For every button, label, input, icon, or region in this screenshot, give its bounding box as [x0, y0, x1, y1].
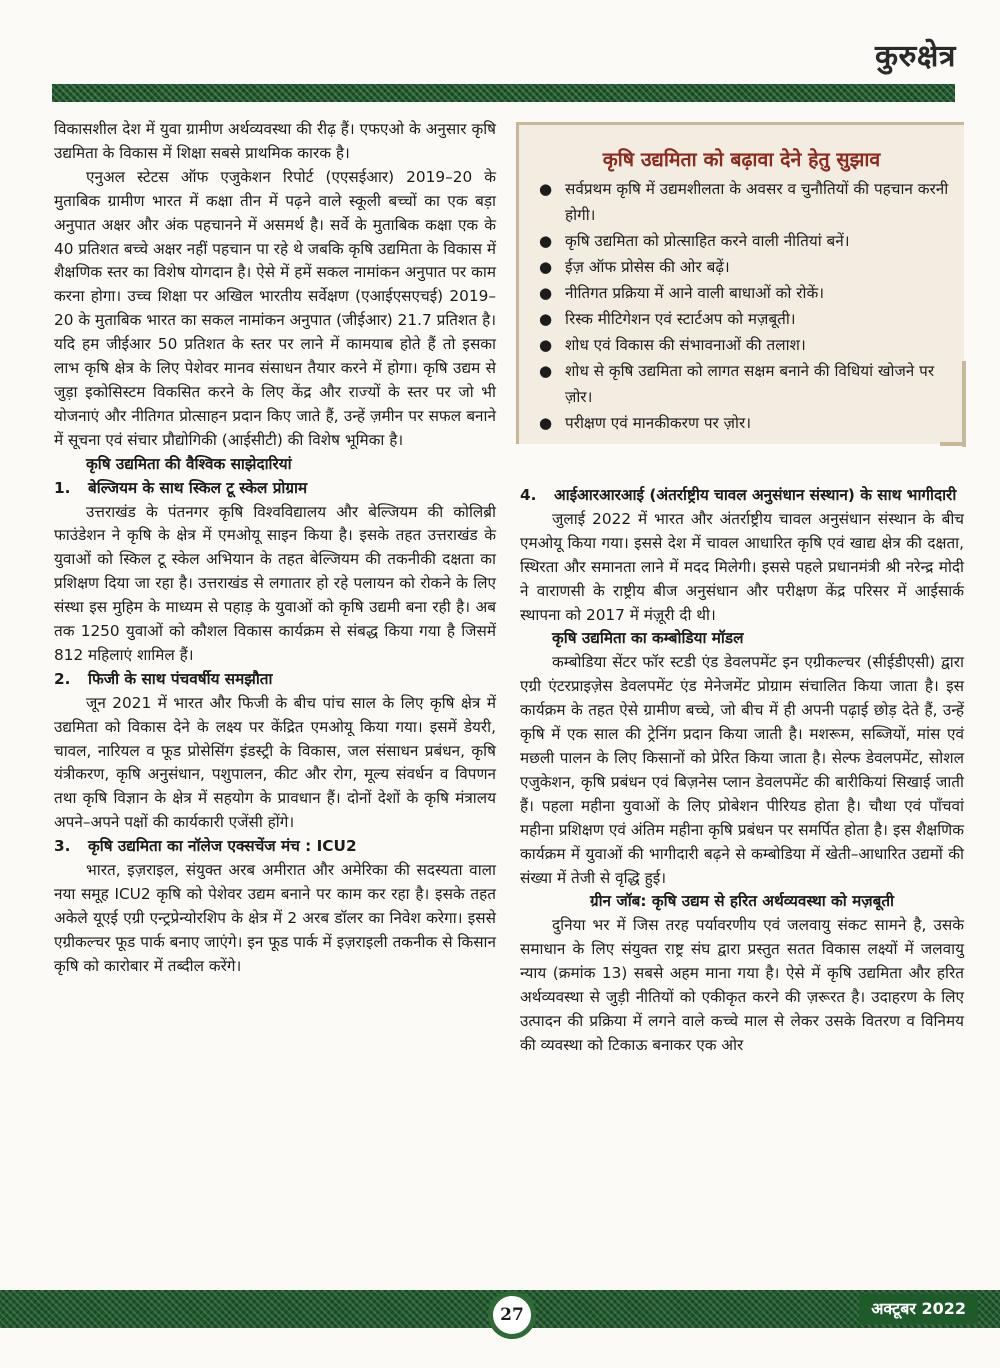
- box-border-accent: [940, 442, 966, 446]
- page-number: 27: [488, 1291, 536, 1339]
- bullet-icon: ●: [539, 232, 553, 250]
- suggestion-box-title: कृषि उद्यमिता को बढ़ावा देने हेतु सुझाव: [602, 148, 881, 171]
- section-heading-green-job: ग्रीन जॉब: कृषि उद्यम से हरित अर्थव्यवस्था को मज़बूती: [589, 892, 895, 911]
- magazine-title: कुरुक्षेत्र: [874, 39, 956, 74]
- paragraph-green-job: दुनिया भर में जिस तरह पर्यावरणीय एवं जलवायु संकट सामने है, उसके समाधान के लिए संयुक्त राष्ट्र संघ द्वारा प्रस्तुत सतत विकास लक्ष्यों में जलवायु न्याय (क्रमांक 13) सबसे अहम माना गया है। ऐसे में कृषि उद्यमिता और हरित अर्थव्यवस्था से जुड़ी नीतियों को एकीकृत करने की ज़रूरत है। उदाहरण के लिए उत्पादन की प्रक्रिया में लगने वाले कच्चे माल से लेकर उसके वितरण व विनिमय की व्यवस्था को टिकाऊ बनाकर एक ओर: [520, 916, 964, 1054]
- subsection-heading-icu2: [54, 835, 496, 859]
- subsection-heading-irri: [520, 484, 964, 508]
- section-heading-cambodia: कृषि उद्यमिता का कम्बोडिया मॉडल: [552, 629, 744, 648]
- suggestion-item: ● रिस्क मीटिगेशन एवं स्टार्टअप को मज़बूती।: [533, 306, 950, 332]
- issue-date: अक्टूबर 2022: [859, 1294, 978, 1324]
- subsection-heading-belgium: [54, 477, 496, 501]
- suggestion-list: [533, 176, 950, 436]
- subsection-title: फिजी के साथ पंचवर्षीय समझौता: [88, 669, 273, 688]
- subsection-number: 2.: [54, 669, 71, 688]
- subsection-heading-fiji: [54, 668, 496, 692]
- suggestion-box: [516, 122, 964, 444]
- bullet-icon: ●: [539, 414, 553, 432]
- suggestion-item: ● सर्वप्रथम कृषि में उद्यमशीलता के अवसर व चुनौतियों की पहचान करनी होगी।: [533, 176, 950, 228]
- left-column: [54, 118, 496, 979]
- bullet-icon: ●: [539, 258, 553, 276]
- box-border-accent: [962, 361, 966, 447]
- subsection-title: बेल्जियम के साथ स्किल टू स्केल प्रोग्राम: [88, 478, 308, 497]
- suggestion-item: ● परीक्षण एवं मानकीकरण पर ज़ोर।: [533, 410, 950, 436]
- bullet-icon: ●: [539, 336, 553, 354]
- bullet-icon: ●: [539, 362, 553, 380]
- paragraph-irri: जुलाई 2022 में भारत और अंतर्राष्ट्रीय चावल अनुसंधान संस्थान के बीच एमओयू किया गया। इससे देश में चावल आधारित कृषि एवं खाद्य क्षेत्र की दक्षता, स्थिरता और समानता लाने में मदद मिलेगी। इससे पहले प्रधानमंत्री श्री नरेन्द्र मोदी ने वाराणसी के राष्ट्रीय बीज अनुसंधान और परीक्षण केंद्र परिसर में आईसार्क स्थापना को 2017 में मंज़ूरी दी थी।: [520, 509, 964, 624]
- paragraph-youth-rural: विकासशील देश में युवा ग्रामीण अर्थव्यवस्था की रीढ़ हैं। एफएओ के अनुसार कृषि उद्यमिता के विकास में शिक्षा सबसे प्राथमिक कारक है।: [54, 120, 496, 162]
- subsection-number: 3.: [54, 837, 71, 856]
- bullet-icon: ●: [539, 180, 553, 198]
- suggestion-item: ● शोध एवं विकास की संभावनाओं की तलाश।: [533, 332, 950, 358]
- paragraph-fiji: जून 2021 में भारत और फिजी के बीच पांच साल के लिए कृषि क्षेत्र में उद्यमिता को विकास देने के लक्ष्य पर केंद्रित एमओयू किया गया। इसमें डेयरी, चावल, नारियल व फूड प्रोसेसिंग इंडस्ट्री के विकास, जल संसाधन प्रबंधन, कृषि यंत्रीकरण, कृषि अनुसंधान, पशुपालन, कीट और रोग, मूल्य संवर्धन व विपणन तथा कृषि विज्ञान के क्षेत्र में सहयोग के प्रावधान हैं। दोनों देशों के कृषि मंत्रालय अपने–अपने पक्षों की कार्यकारी एजेंसी होंगे।: [54, 693, 496, 832]
- subsection-title: कृषि उद्यमिता का नॉलेज एक्सचेंज मंच : ICU2: [88, 837, 357, 856]
- paragraph-icu2: भारत, इज़राइल, संयुक्त अरब अमीरात और अमेरिका की सदस्यता वाला नया समूह ICU2 कृषि को पेशेवर उद्यम बनाने पर काम कर रहा है। इसके तहत अकेले यूएई एग्री एन्ट्रप्रेन्योरशिप के क्षेत्र में 2 अरब डॉलर का निवेश करेगा। इससे एग्रीकल्चर फूड पार्क बनाए जाएंगे। इन फूड पार्क में इज़राइली तकनीक से किसान कृषि को कारोबार में तब्दील करेंगे।: [54, 861, 496, 975]
- suggestion-item: ● शोध से कृषि उद्यमिता को लागत सक्षम बनाने की विधियां खोजने पर ज़ोर।: [533, 358, 950, 410]
- bullet-icon: ●: [539, 284, 553, 302]
- bullet-icon: ●: [539, 310, 553, 328]
- suggestion-item: ● ईज़ ऑफ प्रोसेस की ओर बढ़ें।: [533, 254, 950, 280]
- subsection-number: 4.: [520, 486, 537, 504]
- paragraph-belgium: उत्तराखंड के पंतनगर कृषि विश्वविद्यालय और बेल्जियम की कोलिब्री फाउंडेशन ने कृषि के क्षेत्र में एमओयू साइन किया है। इसके तहत उत्तराखंड के युवाओं को स्किल टू स्केल अभियान के तहत बेल्जियम की तकनीकी दक्षता का प्रशिक्षण दिया जा रहा है। उत्तराखंड से लगातार हो रहे पलायन को रोकने के लिए संस्था इस मुहिम के माध्यम से पहाड़ के युवाओं को कृषि उद्यमी बना रही है। अब तक 1250 युवाओं को कौशल विकास कार्यक्रम से संबद्ध किया गया है जिसमें 812 महिलाएं शामिल हैं।: [54, 502, 496, 664]
- subsection-number: 1.: [54, 478, 71, 497]
- suggestion-item: ● नीतिगत प्रक्रिया में आने वाली बाधाओं को रोकें।: [533, 280, 950, 306]
- paragraph-cambodia: कम्बोडिया सेंटर फॉर स्टडी एंड डेवलपमेंट इन एग्रीकल्चर (सीईडीएसी) द्वारा एग्री एंटरप्राइज़ेस डेवलपमेंट एंड मेनेजमेंट प्रोग्राम संचालित किया जाता है। इस कार्यक्रम के तहत ऐसे ग्रामीण बच्चे, जो बीच में ही अपनी पढ़ाई छोड़ देते हैं, उन्हें कृषि में एक साल की ट्रेनिंग प्रदान किया जाती है। मशरूम, सब्जियों, मांस एवं मछली पालन के लिए किसानों को प्रेरित किया जाता है। सेल्फ डेवलपमेंट, सोशल एजुकेशन, कृषि प्रबंधन एवं बिज़नेस प्लान डेवलपमेंट की बारीकियां सिखाई जाती हैं। पहला महीना युवाओं के लिए प्रोबेशन पीरियड होता है। चौथा एवं पाँचवां महीना प्रशिक्षण एवं अंतिम महीना कृषि प्रबंधन पर समर्पित होता है। इस शैक्षणिक कार्यक्रम में युवाओं की भागीदारी बढ़ने से कम्बोडिया में खेती–आधारित उद्यमों की संख्या में तेजी से वृद्धि हुई।: [520, 653, 964, 887]
- suggestion-item: ● कृषि उद्यमिता को प्रोत्साहित करने वाली नीतियां बनें।: [533, 228, 950, 254]
- section-heading-global-partnerships: कृषि उद्यमिता की वैश्विक साझेदारियां: [86, 454, 292, 473]
- paragraph-aser-report: एनुअल स्टेटस ऑफ एजुकेशन रिपोर्ट (एएसईआर) 2019–20 के मुताबिक ग्रामीण भारत में कक्षा तीन में पढ़ने वाले स्कूली बच्चों का एक बड़ा अनुपात अक्षर और अंक पहचानने में असमर्थ है। सर्वे के मुताबिक कक्षा एक के 40 प्रतिशत बच्चे अक्षर नहीं पहचान पा रहे थे जबकि कृषि उद्यमिता के विकास में शैक्षणिक स्तर का विशेष योगदान है। ऐसे में हमें सकल नामांकन अनुपात पर काम करना होगा। उच्च शिक्षा पर अखिल भारतीय सर्वेक्षण (एआईएसएचई) 2019–20 के मुताबिक भारत का सकल नामांकन अनुपात (जीईआर) 21.7 प्रतिशत है। यदि हम जीईआर 50 प्रतिशत के स्तर पर लाने में कामयाब होते हैं तो इसका लाभ कृषि क्षेत्र के लिए पेशेवर मानव संसाधन तैयार करने में होगा। कृषि उद्यम से जुड़ा इकोसिस्टम विकसित करने के लिए केंद्र और राज्यों के स्तर पर जो भी योजनाएं और नीतिगत प्रोत्साहन प्रदान किए जाते हैं, उन्हें ज़मीन पर सफल बनाने में सूचना एवं संचार प्रौद्योगिकी (आईसीटी) की विशेष भूमिका है।: [54, 167, 496, 449]
- subsection-title: आईआरआरआई (अंतर्राष्ट्रीय चावल अनुसंधान संस्थान) के साथ भागीदारी: [554, 486, 957, 504]
- right-column: [520, 484, 964, 1058]
- header-decorative-band: [52, 84, 955, 102]
